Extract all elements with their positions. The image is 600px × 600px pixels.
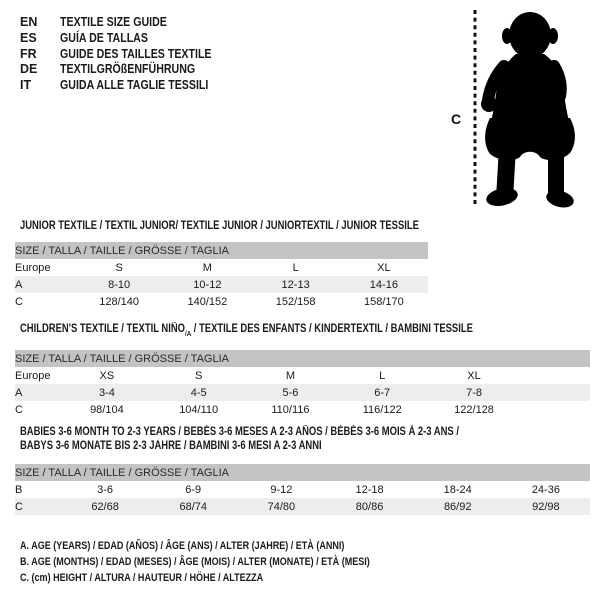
cell: 152/158 (275, 295, 316, 308)
babies-textile-section (15, 425, 590, 515)
legend-line-a: A. AGE (YEARS) / EDAD (AÑOS) / ÂGE (ANS) / ALTER (JAHRE) / ETÀ (ANNI) (20, 540, 345, 552)
cell: XL (377, 261, 391, 274)
cell: M (202, 261, 212, 274)
measurement-legend (20, 538, 447, 587)
cell: 3-6 (97, 483, 114, 496)
cell: 80/86 (325, 498, 413, 515)
figure-label-c: C (451, 111, 462, 127)
size-header-row (15, 350, 590, 367)
lang-row-it (20, 78, 238, 94)
cell: 14-16 (340, 276, 428, 293)
cell: 104/110 (179, 403, 219, 416)
table-title-text: JUNIOR TEXTILE / TEXTIL JUNIOR/ TEXTILE JUNIOR / JUNIORTEXTIL / JUNIOR TESSILE (20, 220, 419, 232)
table-row (15, 481, 590, 498)
cell: 92/98 (502, 498, 590, 515)
cell: 98/104 (90, 403, 124, 416)
lang-row-fr (20, 47, 238, 63)
children-textile-section (15, 322, 590, 418)
cell: 3-4 (61, 384, 153, 401)
lang-title: GUIDE DES TAILLES TEXTILE (60, 46, 212, 61)
spacer-cell (520, 401, 590, 418)
language-header (20, 15, 238, 94)
row-label: C (15, 295, 23, 308)
lang-code: FR (20, 46, 37, 61)
cell: 122/128 (454, 403, 494, 416)
row-label: A (15, 384, 61, 401)
lang-code: EN (20, 15, 38, 29)
junior-size-table (15, 242, 428, 310)
table-title-text: BABIES 3-6 MONTH TO 2-3 YEARS / BEBÉS 3-6 MESES A 2-3 AÑOS / BÉBÉS 3-6 MOIS À 2-3 ANS / BABYS 3-6 MONATE BIS 2-3 JAHRE / BAMBINI 3-6 MESI A 2-3 ANNI (20, 426, 459, 452)
lang-code: DE (20, 62, 38, 77)
cell: 86/92 (414, 498, 502, 515)
table-row (15, 293, 428, 310)
cell: 12-13 (252, 276, 340, 293)
table-row (15, 367, 590, 384)
size-header: SIZE / TALLA / TAILLE / GRÖSSE / TAGLIA (15, 464, 590, 481)
babies-size-table (15, 464, 590, 515)
cell: 74/80 (237, 498, 325, 515)
lang-title: TEXTILGRÖßENFÜHRUNG (60, 62, 196, 77)
cell: 116/122 (362, 403, 402, 416)
legend-line-c: C. (cm) HEIGHT / ALTURA / HAUTEUR / HÖHE / ALTEZZA (20, 572, 264, 585)
cell: 5-6 (245, 384, 337, 401)
lang-title: GUÍA DE TALLAS (60, 30, 148, 45)
size-header-row (15, 464, 590, 481)
cell: 10-12 (163, 276, 251, 293)
legend-line-b: B. AGE (MONTHS) / EDAD (MESES) / ÂGE (MOIS) / ALTER (MONATE) / ETÀ (MESI) (20, 556, 370, 569)
cell: 8-10 (75, 276, 163, 293)
cell: S (115, 261, 123, 274)
table-row (15, 498, 590, 515)
cell: 68/74 (149, 498, 237, 515)
size-header: SIZE / TALLA / TAILLE / GRÖSSE / TAGLIA (15, 350, 590, 367)
table-title (20, 425, 590, 453)
junior-textile-section (15, 219, 428, 310)
spacer-cell (520, 384, 590, 401)
cell: 18-24 (443, 483, 472, 496)
cell: XL (467, 369, 481, 382)
children-size-table (15, 350, 590, 418)
size-header-row (15, 242, 428, 259)
spacer-cell (520, 367, 590, 384)
row-label: C (15, 498, 61, 515)
height-measure-figure (450, 8, 595, 208)
table-row (15, 259, 428, 276)
cell: 140/152 (187, 295, 228, 308)
lang-title: GUIDA ALLE TAGLIE TESSILI (60, 78, 209, 93)
cell: XS (99, 369, 115, 382)
cell: 110/116 (271, 403, 310, 416)
lang-title: TEXTILE SIZE GUIDE (60, 15, 167, 29)
toddler-silhouette-icon (481, 12, 576, 208)
cell: 128/140 (99, 295, 139, 308)
cell: 9-12 (270, 483, 293, 496)
lang-code: ES (20, 30, 37, 45)
cell: 6-9 (185, 483, 202, 496)
cell: 7-8 (428, 384, 520, 401)
cell: 24-36 (531, 483, 560, 496)
row-label: B (15, 483, 23, 496)
cell: L (379, 369, 386, 382)
cell: 4-5 (153, 384, 245, 401)
lang-row-de (20, 62, 238, 78)
row-label: A (15, 276, 75, 293)
size-header: SIZE / TALLA / TAILLE / GRÖSSE / TAGLIA (15, 242, 428, 259)
table-title (20, 322, 590, 340)
table-title-text: CHILDREN'S TEXTILE / TEXTIL $NIÑO_{/A}$ / TEXTILE DES ENFANTS / KINDERTEXTIL / BAMBINI TESSILE (20, 323, 473, 339)
table-title (20, 219, 428, 233)
cell: 12-18 (355, 483, 384, 496)
lang-row-en (20, 15, 238, 31)
row-label: Europe (15, 261, 51, 274)
table-row (15, 384, 590, 401)
cell: 158/170 (363, 295, 404, 308)
cell: L (292, 261, 299, 274)
lang-row-es (20, 31, 238, 47)
table-row (15, 276, 428, 293)
row-label: C (15, 403, 23, 416)
cell: 62/68 (61, 498, 149, 515)
row-label: Europe (15, 369, 51, 382)
lang-code: IT (20, 78, 32, 93)
cell: S (195, 369, 203, 382)
cell: 6-7 (336, 384, 428, 401)
table-row (15, 401, 590, 418)
cell: M (285, 369, 296, 382)
